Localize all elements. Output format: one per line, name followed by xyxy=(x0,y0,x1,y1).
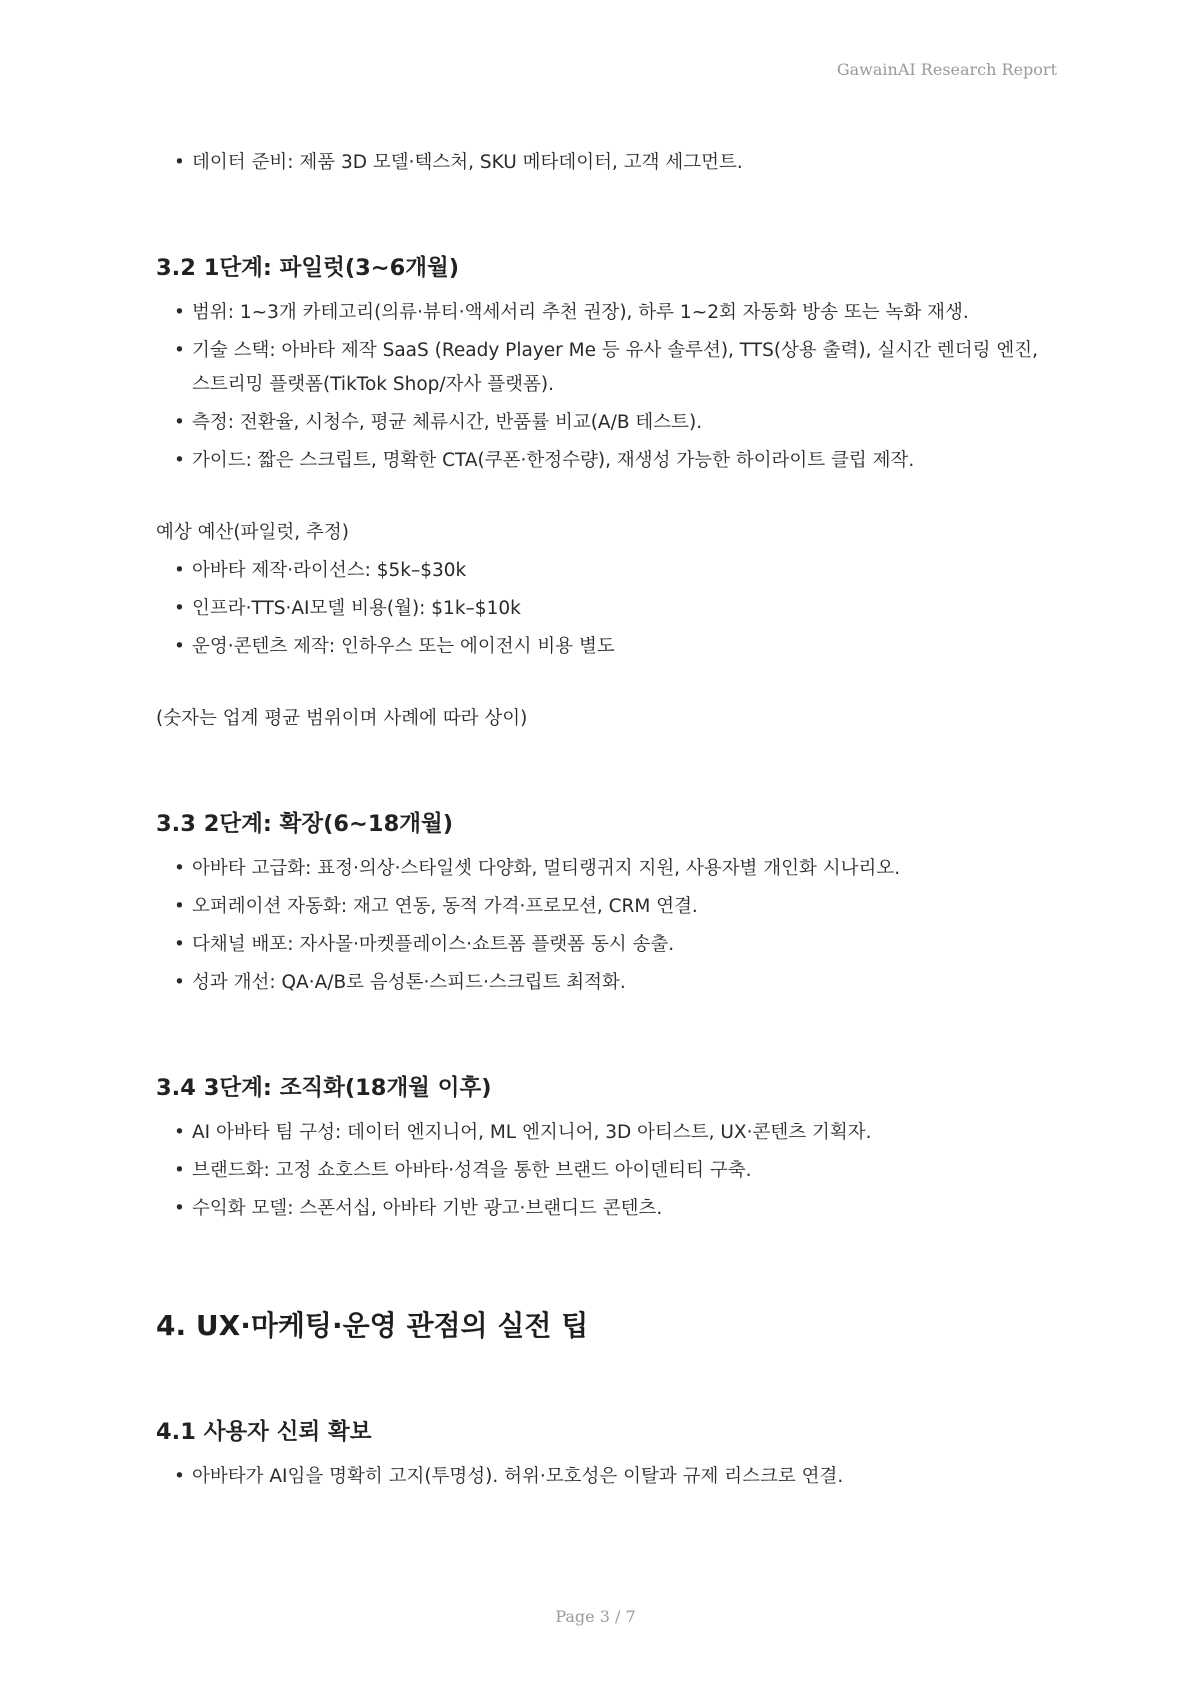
page-number: Page 3 / 7 xyxy=(555,1607,636,1626)
list-item: • 아바타가 AI임을 명확히 고지(투명성). 허위·모호성은 이탈과 규제 리스크로 연결. xyxy=(174,1460,1046,1494)
list-item: • 인프라·TTS·AI모델 비용(월): $1k–$10k xyxy=(174,592,1046,626)
section-3-2-heading: 3.2 1단계: 파일럿(3~6개월) xyxy=(156,255,460,281)
section-4-1-heading: 4.1 사용자 신뢰 확보 xyxy=(156,1419,372,1445)
list-item: • 범위: 1~3개 카테고리(의류·뷰티·액세서리 추천 권장), 하루 1~2회 자동화 방송 또는 녹화 재생. xyxy=(174,296,1046,330)
section-3-4-list xyxy=(156,1116,1046,1226)
section-3-3-heading: 3.3 2단계: 확장(6~18개월) xyxy=(156,811,453,837)
budget-list xyxy=(156,554,1046,664)
list-item: • 다채널 배포: 자사몰·마켓플레이스·쇼트폼 플랫폼 동시 송출. xyxy=(174,928,1046,962)
list-item: • 성과 개선: QA·A/B로 음성톤·스피드·스크립트 최적화. xyxy=(174,966,1046,1000)
list-item: • 브랜드화: 고정 쇼호스트 아바타·성격을 통한 브랜드 아이덴티티 구축. xyxy=(174,1154,1046,1188)
section-4-heading: 4. UX·마케팅·운영 관점의 실전 팁 xyxy=(156,1309,589,1342)
page-content xyxy=(156,146,1046,1498)
list-item: • 수익화 모델: 스폰서십, 아바타 기반 광고·브랜디드 콘텐츠. xyxy=(174,1192,1046,1226)
section-3-4-heading: 3.4 3단계: 조직화(18개월 이후) xyxy=(156,1075,492,1101)
list-item: • 아바타 고급화: 표정·의상·스타일셋 다양화, 멀티랭귀지 지원, 사용자별 개인화 시나리오. xyxy=(174,852,1046,886)
list-item: • 오퍼레이션 자동화: 재고 연동, 동적 가격·프로모션, CRM 연결. xyxy=(174,890,1046,924)
section-4-1-list xyxy=(156,1460,1046,1494)
list-item: • 측정: 전환율, 시청수, 평균 체류시간, 반품률 비교(A/B 테스트). xyxy=(174,406,1046,440)
list-item: • 운영·콘텐츠 제작: 인하우스 또는 에이전시 비용 별도 xyxy=(174,630,1046,664)
budget-note: (숫자는 업계 평균 범위이며 사례에 따라 상이) xyxy=(156,708,528,729)
list-item: • 아바타 제작·라이선스: $5k–$30k xyxy=(174,554,1046,588)
budget-title: 예상 예산(파일럿, 추정) xyxy=(156,522,349,543)
section-3-3-list xyxy=(156,852,1046,1000)
list-item: • 데이터 준비: 제품 3D 모델·텍스처, SKU 메타데이터, 고객 세그먼트. xyxy=(174,146,1046,180)
report-header: GawainAI Research Report xyxy=(836,60,1057,79)
list-item: • 기술 스택: 아바타 제작 SaaS (Ready Player Me 등 유사 솔루션), TTS(상용 출력), 실시간 렌더링 엔진, 스트리밍 플랫폼(TikTok Shop/자사 플랫폼). xyxy=(174,334,1046,402)
list-item: • AI 아바타 팀 구성: 데이터 엔지니어, ML 엔지니어, 3D 아티스트, UX·콘텐츠 기획자. xyxy=(174,1116,1046,1150)
list-item: • 가이드: 짧은 스크립트, 명확한 CTA(쿠폰·한정수량), 재생성 가능한 하이라이트 클립 제작. xyxy=(174,444,1046,478)
intro-list xyxy=(156,146,1046,180)
section-3-2-list xyxy=(156,296,1046,478)
